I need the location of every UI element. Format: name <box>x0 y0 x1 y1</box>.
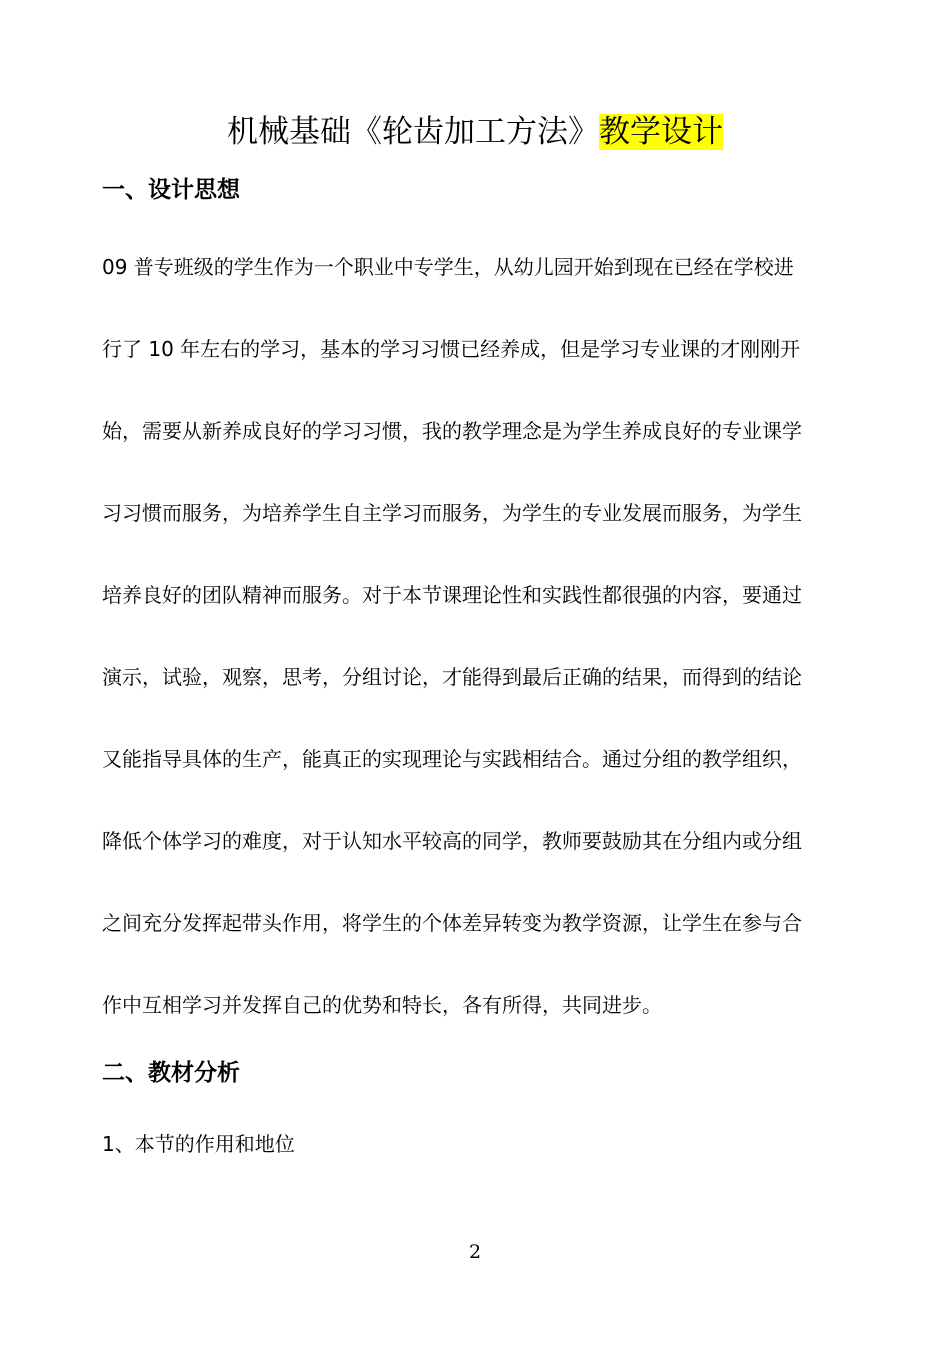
paragraph-line: 之间充分发挥起带头作用，将学生的个体差异转变为教学资源，让学生在参与合 <box>102 911 802 935</box>
paragraph-line: 作中互相学习并发挥自己的优势和特长，各有所得，共同进步。 <box>102 993 662 1017</box>
paragraph-line: 习习惯而服务，为培养学生自主学习而服务，为学生的专业发展而服务，为学生 <box>102 501 802 525</box>
page-number: 2 <box>468 1241 482 1263</box>
paragraph-line: 降低个体学习的难度，对于认知水平较高的同学，教师要鼓励其在分组内或分组 <box>102 829 802 853</box>
paragraph-line: 始，需要从新养成良好的学习习惯，我的教学理念是为学生养成良好的专业课学 <box>102 419 802 443</box>
title-highlighted-text: 教学设计 <box>599 114 723 150</box>
paragraph-line: 培养良好的团队精神而服务。对于本节课理论性和实践性都很强的内容，要通过 <box>102 583 802 607</box>
design-idea-paragraph <box>102 226 852 1046</box>
document-title <box>0 108 950 156</box>
paragraph-line: 演示，试验，观察，思考，分组讨论，才能得到最后正确的结果，而得到的结论 <box>102 665 802 689</box>
title-main: 机械基础《轮齿加工方法》 <box>227 114 599 150</box>
paragraph-line: 又能指导具体的生产，能真正的实现理论与实践相结合。通过分组的教学组织， <box>102 747 802 771</box>
section-heading-design-idea: 一、设计思想 <box>102 177 240 203</box>
subsection-heading-role-and-position: 1、本节的作用和地位 <box>102 1132 295 1156</box>
section-heading-textbook-analysis: 二、教材分析 <box>102 1060 240 1086</box>
paragraph-line: 09 普专班级的学生作为一个职业中专学生，从幼儿园开始到现在已经在学校进 <box>102 255 794 279</box>
paragraph-line: 行了 10 年左右的学习，基本的学习习惯已经养成，但是学习专业课的才刚刚开 <box>102 337 801 361</box>
